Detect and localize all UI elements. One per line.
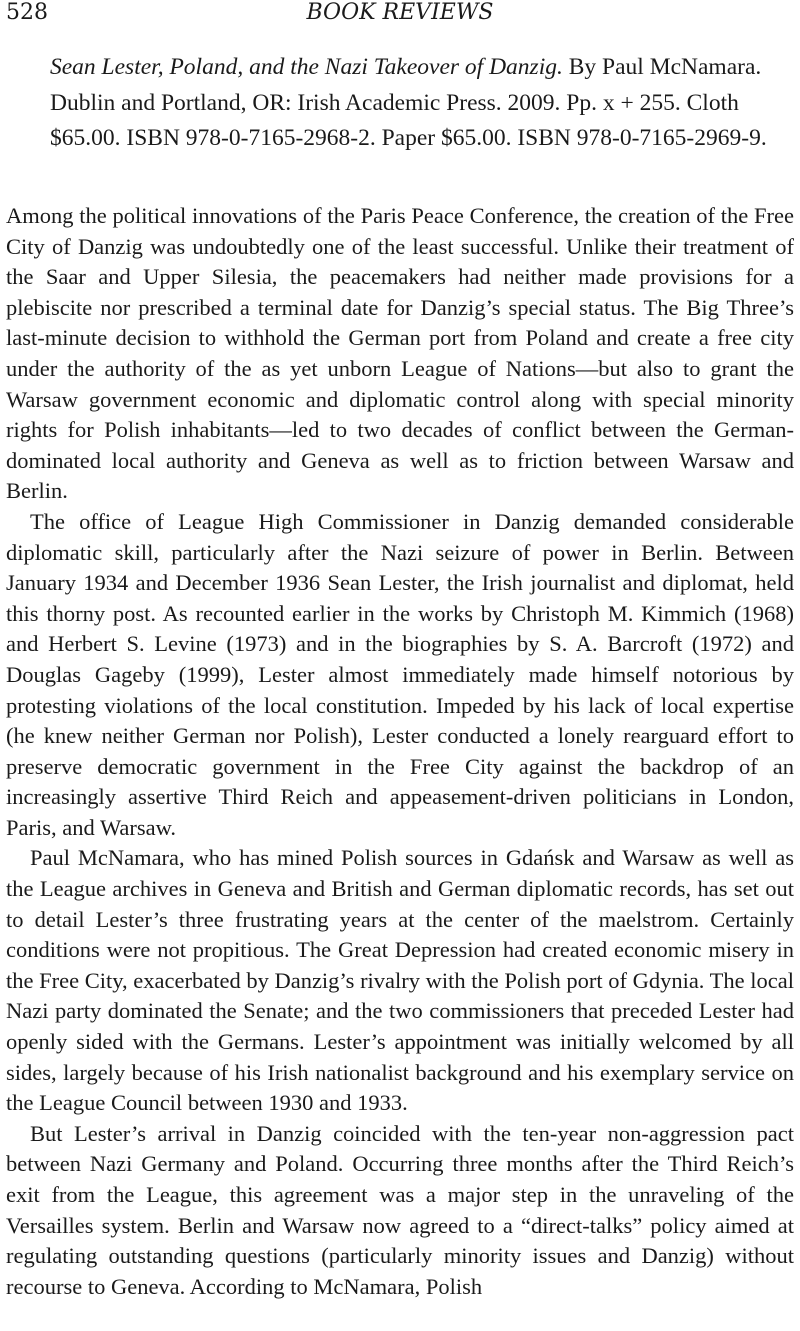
review-paragraph: The office of League High Commissioner in Danzig demanded considerable diplomatic skill, particularly after the Nazi seizure of power in Berlin. Between January 1934 and December 1936 Sean Lester, the Irish journalist and diplomat, held this thorny post. As recounted earlier in the works by Christoph M. Kimmich (1968) and Herbert S. Levine (1973) and in the biographies by S. A. Barcroft (1972) and Douglas Gageby (1999), Lester almost immediately made himself notorious by protesting violations of the local constitution. Impeded by his lack of local expertise (he knew neither German nor Polish), Lester conducted a lonely rearguard effort to preserve democratic government in the Free City against the backdrop of an increasingly assertive Third Reich and appeasement-driven politicians in London, Paris, and Warsaw. — [6, 508, 794, 840]
publication-details: By Paul McNamara. Dublin and Portland, OR: Irish Academic Press. 2009. Pp. x + 255. Cloth $65.00. ISBN 978-0-7165-2968-2. Paper $65.00. ISBN 978-0-7165-2969-9. — [50, 54, 767, 151]
review-body — [6, 201, 794, 1302]
review-paragraph: Paul McNamara, who has mined Polish sources in Gdańsk and Warsaw as well as the League archives in Geneva and British and German diplomatic records, has set out to detail Lester’s three frustrating years at the center of the maelstrom. Certainly conditions were not propitious. The Great Depression had created economic misery in the Free City, exacerbated by Danzig’s rivalry with the Polish port of Gdynia. The local Nazi party dominated the Senate; and the two commissioners that preceded Lester had openly sided with the Germans. Lester’s appointment was initially welcomed by all sides, largely because of his Irish nationalist background and his exemplary service on the League Council between 1930 and 1933. — [6, 845, 794, 1116]
review-paragraph: Among the political innovations of the Paris Peace Conference, the creation of the Free City of Danzig was undoubtedly one of the least successful. Unlike their treatment of the Saar and Upper Silesia, the peacemakers had neither made provisions for a plebiscite nor prescribed a terminal date for Danzig’s special status. The Big Three’s last-minute decision to withhold the German port from Poland and create a free city under the authority of the as yet unborn League of Nations—but also to grant the Warsaw government economic and diplomatic control along with special minority rights for Polish inhabitants—led to two decades of conflict between the German-dominated local authority and Geneva as well as to friction between Warsaw and Berlin. — [6, 203, 794, 504]
book-title: Sean Lester, Poland, and the Nazi Takeover of Danzig. — [50, 54, 563, 80]
running-head — [6, 0, 794, 30]
page-number: 528 — [6, 0, 48, 25]
section-title: BOOK REVIEWS — [306, 0, 494, 25]
review-paragraph: But Lester’s arrival in Danzig coincided with the ten-year non-aggression pact between Nazi Germany and Poland. Occurring three months after the Third Reich’s exit from the League, this agreement was a major step in the unraveling of the Versailles system. Berlin and Warsaw now agreed to a “direct-talks” policy aimed at regulating outstanding questions (particularly minority issues and Danzig) without recourse to Geneva. According to McNamara, Polish — [6, 1120, 794, 1299]
book-citation — [50, 50, 790, 157]
